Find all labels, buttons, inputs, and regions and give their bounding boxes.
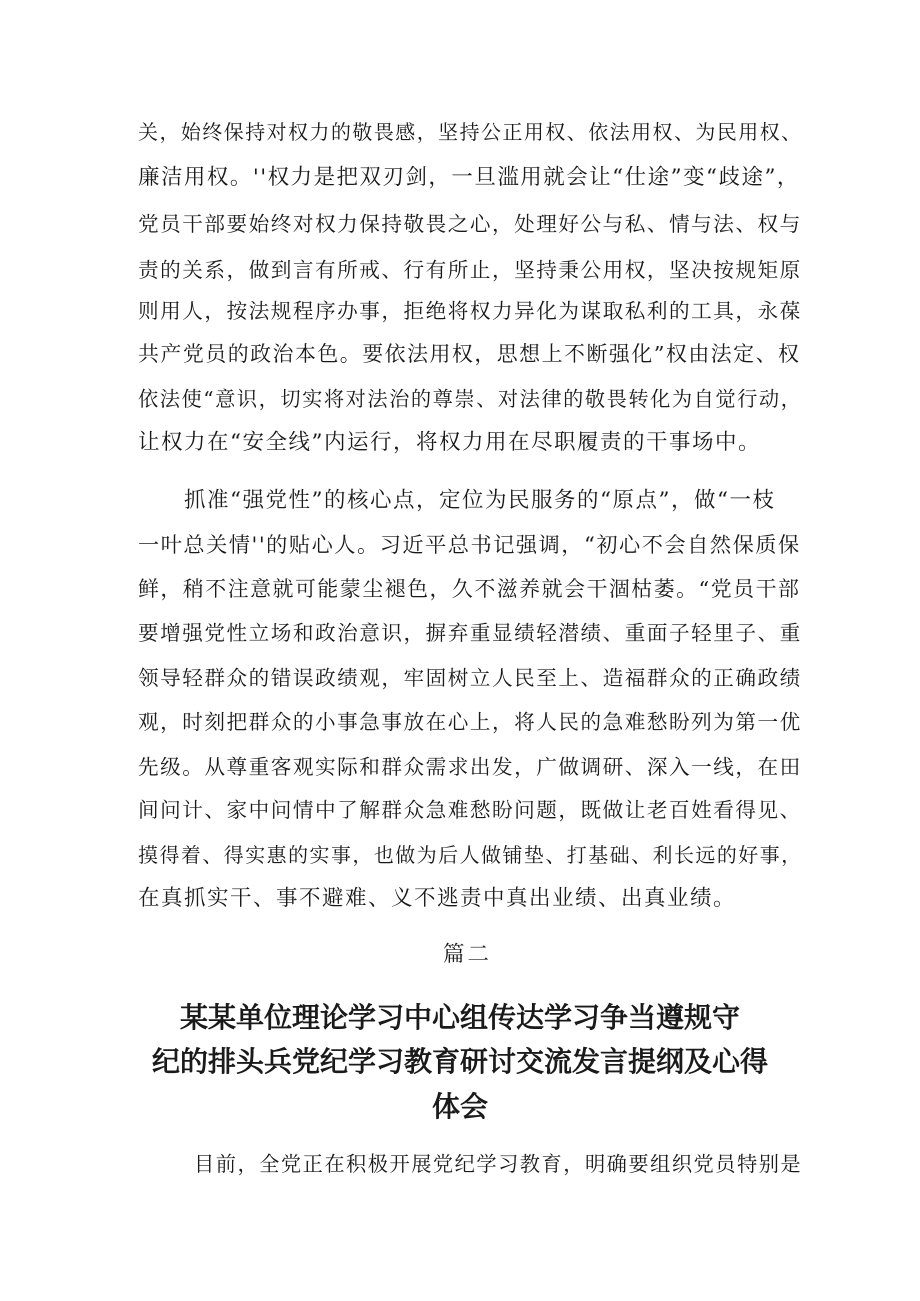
- text-line: 领导轻群众的错误政绩观，牢固树立人民至上、造福群众的正确政绩: [138, 666, 802, 690]
- text-line: 鲜，稍不注意就可能蒙尘褪色，久不滋养就会干涸枯萎。“党员干部: [138, 577, 801, 601]
- title-line: 纪的排头兵党纪学习教育研讨交流发言提纲及心得: [151, 1045, 768, 1078]
- text-line: 依法使“意识，切实将对法治的尊崇、对法律的敬畏转化为自觉行动，: [138, 387, 803, 411]
- text-line: 廉洁用权。''权力是把双刃剑，一旦滥用就会让“仕途”变“歧途”，: [138, 165, 800, 190]
- text-line: 一叶总关情''的贴心人。习近平总书记强调，“初心不会自然保质保: [138, 533, 801, 558]
- section-heading: 篇二: [443, 942, 493, 967]
- text-line: 共产党员的政治本色。要依法用权，思想上不断强化”权由法定、权: [138, 342, 801, 366]
- text-line: 要增强党性立场和政治意识，摒弃重显绩轻潜绩、重面子轻里子、重: [138, 621, 802, 645]
- text-line: 目前，全党正在积极开展党纪学习教育，明确要组织党员特别是: [194, 1152, 803, 1176]
- text-line: 关，始终保持对权力的敬畏感，坚持公正用权、依法用权、为民用权、: [138, 120, 803, 144]
- text-line: 让权力在“安全线”内运行，将权力用在尽职履责的干事场中。: [138, 430, 761, 455]
- title-line: 某某单位理论学习中心组传达学习争当遵规守: [179, 1001, 740, 1034]
- text-line: 摸得着、得实惠的实事，也做为后人做铺垫、打基础、利长远的好事，: [138, 843, 803, 867]
- text-line: 抓准“强党性”的核心点，定位为民服务的“原点”，做“一枝: [184, 488, 776, 513]
- text-line: 间问计、家中问情中了解群众急难愁盼问题，既做让老百姓看得见、: [138, 798, 802, 822]
- text-line: 责的关系，做到言有所戒、行有所止，坚持秉公用权，坚决按规矩原: [138, 258, 802, 282]
- text-line: 党员干部要始终对权力保持敬畏之心，处理好公与私、情与法、权与: [138, 212, 802, 236]
- text-line: 在真抓实干、事不避难、义不逃责中真出业绩、出真业绩。: [138, 886, 737, 911]
- text-line: 观，时刻把群众的小事急事放在心上，将人民的急难愁盼列为第一优: [138, 710, 802, 734]
- text-line: 则用人，按法规程序办事，拒绝将权力异化为谋取私利的工具，永葆: [138, 299, 802, 323]
- text-line: 先级。从尊重客观实际和群众需求出发，广做调研、深入一线，在田: [138, 755, 802, 779]
- title-line: 体会: [431, 1090, 488, 1123]
